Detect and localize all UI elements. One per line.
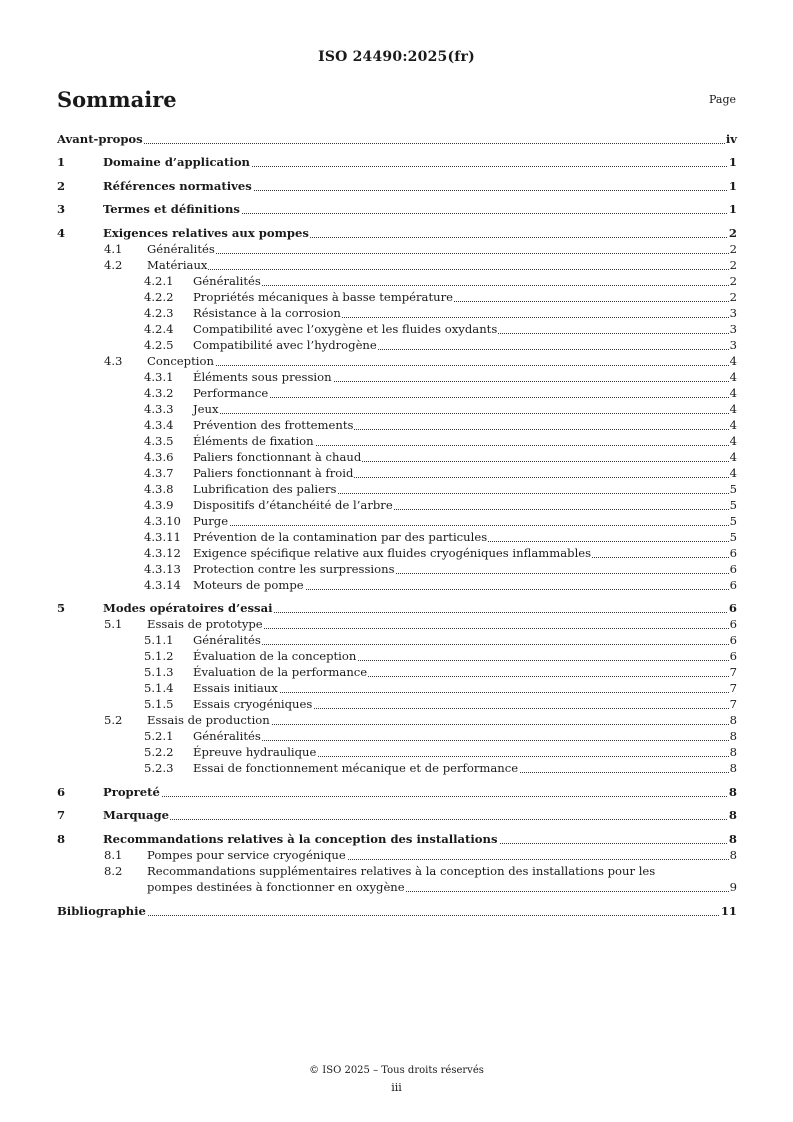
toc-entry[interactable]	[57, 305, 737, 321]
toc-entry[interactable]	[57, 831, 737, 847]
toc-dot-leader	[193, 740, 737, 741]
toc-entry[interactable]	[57, 497, 737, 513]
toc-entry-title: Exigence spécifique relative aux fluides cryogéniques inflammables	[193, 546, 592, 560]
toc-entry[interactable]	[57, 648, 737, 664]
toc-entry[interactable]	[57, 847, 737, 863]
toc-entry-page: 5	[729, 498, 737, 512]
toc-entry-page: 2	[729, 242, 737, 256]
toc-entry-number: 6	[57, 785, 66, 799]
page-title: Sommaire	[57, 87, 177, 112]
toc-entry-title: Essais cryogéniques	[193, 697, 313, 711]
toc-dot-leader	[147, 365, 737, 366]
toc-entry-title: Généralités	[147, 242, 215, 256]
toc-entry-page: 8	[729, 729, 737, 743]
toc-entry-title: Purge	[193, 514, 229, 528]
toc-entry[interactable]	[57, 863, 737, 879]
toc-entry-number: 4.2.5	[144, 338, 174, 352]
toc-entry[interactable]	[57, 289, 737, 305]
toc-entry-page: 1	[728, 179, 737, 193]
toc-entry-page: 8	[729, 848, 737, 862]
toc-entry-title: Compatibilité avec l’oxygène et les fluides oxydants	[193, 322, 498, 336]
toc-dot-leader	[103, 796, 737, 797]
toc-entry-page: 6	[729, 546, 737, 560]
toc-entry-page: 7	[729, 665, 737, 679]
toc-entry[interactable]	[57, 712, 737, 728]
toc-entry-number: 1	[57, 155, 66, 169]
toc-entry[interactable]	[57, 353, 737, 369]
toc-entry[interactable]	[57, 728, 737, 744]
document-code: ISO 24490:2025(fr)	[318, 49, 475, 65]
toc-dot-leader	[193, 525, 737, 526]
toc-entry-title: Recommandations relatives à la conception des installations	[103, 832, 498, 846]
toc-entry-number: 4.3.5	[144, 434, 174, 448]
toc-entry-number: 4.2.3	[144, 306, 174, 320]
toc-entry-page: 2	[729, 258, 737, 272]
toc-entry-number: 5.1.4	[144, 681, 174, 695]
toc-dot-leader	[57, 915, 737, 916]
toc-entry-page: 6	[729, 617, 737, 631]
toc-entry[interactable]	[57, 433, 737, 449]
toc-entry-number: 4	[57, 226, 66, 240]
toc-entry-title: Compatibilité avec l’hydrogène	[193, 338, 377, 352]
toc-entry-number: 4.3.9	[144, 498, 174, 512]
toc-entry-title: Essais de production	[147, 713, 270, 727]
toc-dot-leader	[147, 269, 737, 270]
toc-entry-page: 8	[729, 713, 737, 727]
toc-entry-title: Paliers fonctionnant à froid	[193, 466, 354, 480]
toc-entry-title: Généralités	[193, 274, 261, 288]
toc-entry[interactable]	[57, 154, 737, 170]
toc-entry-title: Moteurs de pompe	[193, 578, 304, 592]
toc-entry-title: Généralités	[193, 729, 261, 743]
toc-entry[interactable]	[57, 664, 737, 680]
toc-entry[interactable]	[57, 807, 737, 823]
toc-entry-number: 8.1	[104, 848, 123, 862]
toc-entry-title: Essais initiaux	[193, 681, 278, 695]
toc-entry-title: Dispositifs d’étanchéité de l’arbre	[193, 498, 393, 512]
toc-entry-title: Paliers fonctionnant à chaud	[193, 450, 362, 464]
toc-entry[interactable]	[57, 680, 737, 696]
toc-dot-leader	[193, 285, 737, 286]
toc-entry[interactable]	[57, 201, 737, 217]
toc-entry[interactable]	[57, 561, 737, 577]
toc-entry[interactable]	[57, 577, 737, 593]
toc-entry-title: Généralités	[193, 633, 261, 647]
toc-entry[interactable]	[57, 744, 737, 760]
toc-entry-page: 4	[729, 402, 737, 416]
toc-entry-number: 5.2	[104, 713, 123, 727]
toc-entry-page: 6	[729, 562, 737, 576]
toc-dot-leader	[147, 253, 737, 254]
toc-entry[interactable]	[57, 273, 737, 289]
toc-entry-page: 8	[729, 745, 737, 759]
toc-entry-title: Propreté	[103, 785, 160, 799]
toc-entry[interactable]	[57, 385, 737, 401]
toc-entry-title: Bibliographie	[57, 904, 146, 918]
toc-entry-page: 6	[728, 601, 737, 615]
toc-entry[interactable]	[57, 465, 737, 481]
toc-entry[interactable]	[57, 600, 737, 616]
footer-copyright: © ISO 2025 – Tous droits réservés	[309, 1065, 484, 1076]
toc-entry-title: Recommandations supplémentaires relatives à la conception des installations pour les	[147, 864, 656, 878]
toc-entry-title: Protection contre les surpressions	[193, 562, 395, 576]
toc-dot-leader	[57, 143, 737, 144]
toc-entry-number: 4.3.2	[144, 386, 174, 400]
toc-entry-number: 5.1.5	[144, 697, 174, 711]
toc-entry-title: Domaine d’application	[103, 155, 250, 169]
toc-entry-page: 3	[729, 306, 737, 320]
toc-entry-number: 4.3.8	[144, 482, 174, 496]
toc-entry-page: 4	[729, 450, 737, 464]
toc-entry-page: 4	[729, 418, 737, 432]
toc-entry[interactable]	[57, 401, 737, 417]
toc-entry-title: Éléments sous pression	[193, 370, 332, 384]
toc-entry-number: 5.2.3	[144, 761, 174, 775]
toc-entry[interactable]	[57, 337, 737, 353]
toc-entry[interactable]	[57, 784, 737, 800]
toc-entry-title: Évaluation de la performance	[193, 665, 368, 679]
toc-entry-page: 8	[728, 808, 737, 822]
toc-entry-number: 4.2.1	[144, 274, 174, 288]
toc-entry-number: 5	[57, 601, 66, 615]
toc-entry-page: 2	[729, 290, 737, 304]
toc-entry-title: Avant-propos	[57, 132, 143, 146]
toc-entry[interactable]	[57, 616, 737, 632]
toc-entry-page: 2	[728, 226, 737, 240]
toc-entry-title: Évaluation de la conception	[193, 649, 357, 663]
toc-dot-leader	[103, 819, 737, 820]
toc-entry-number: 7	[57, 808, 66, 822]
toc-entry-number: 4.3.1	[144, 370, 174, 384]
toc-entry-number: 4.1	[104, 242, 123, 256]
toc-entry-title: Matériaux	[147, 258, 208, 272]
toc-entry-number: 5.1.2	[144, 649, 174, 663]
toc-entry-number: 4.3.3	[144, 402, 174, 416]
toc-entry-number: 5.1.1	[144, 633, 174, 647]
toc-entry-number: 3	[57, 202, 66, 216]
footer-page-number: iii	[391, 1081, 402, 1094]
toc-dot-leader	[193, 413, 737, 414]
toc-entry[interactable]	[57, 529, 737, 545]
toc-entry-page: 11	[720, 904, 737, 918]
toc-entry-title: Termes et définitions	[103, 202, 240, 216]
toc-dot-leader	[193, 644, 737, 645]
toc-entry-title: Prévention de la contamination par des particules	[193, 530, 488, 544]
toc-entry-title: Conception	[147, 354, 214, 368]
toc-entry[interactable]	[57, 879, 737, 895]
toc-entry[interactable]	[57, 369, 737, 385]
toc-entry-title: Essais de prototype	[147, 617, 263, 631]
toc-entry-page: 7	[729, 681, 737, 695]
toc-entry-number: 4.3.6	[144, 450, 174, 464]
toc-entry-title: Lubrification des paliers	[193, 482, 337, 496]
toc-dot-leader	[193, 397, 737, 398]
toc-entry-number: 5.1.3	[144, 665, 174, 679]
toc-entry-title: Exigences relatives aux pompes	[103, 226, 309, 240]
toc-entry-number: 4.3.12	[144, 546, 181, 560]
toc-entry-title: Épreuve hydraulique	[193, 745, 317, 759]
toc-entry-title: Pompes pour service cryogénique	[147, 848, 346, 862]
toc-entry-page: 6	[729, 649, 737, 663]
toc-entry[interactable]	[57, 321, 737, 337]
toc-entry[interactable]	[57, 241, 737, 257]
toc-entry[interactable]	[57, 696, 737, 712]
toc-entry[interactable]	[57, 225, 737, 241]
toc-entry-page: 4	[729, 354, 737, 368]
toc-entry-page: 6	[729, 578, 737, 592]
toc-entry-page: iv	[725, 132, 737, 146]
toc-entry-title: Modes opératoires d’essai	[103, 601, 273, 615]
page-column-label: Page	[709, 93, 737, 106]
toc-entry-page: 5	[729, 482, 737, 496]
toc-entry-number: 4.3.14	[144, 578, 181, 592]
toc-entry-number: 5.2.1	[144, 729, 174, 743]
toc-entry-page: 8	[728, 832, 737, 846]
toc-entry-page: 7	[729, 697, 737, 711]
toc-entry-number: 4.3.7	[144, 466, 174, 480]
toc-entry-page: 3	[729, 338, 737, 352]
toc-entry-page: 4	[729, 386, 737, 400]
toc-entry[interactable]	[57, 449, 737, 465]
toc-entry-number: 8.2	[104, 864, 123, 878]
toc-entry[interactable]	[57, 513, 737, 529]
toc-entry-page: 8	[728, 785, 737, 799]
toc-entry-title: Prévention des frottements	[193, 418, 354, 432]
toc-entry-number: 4.3.4	[144, 418, 174, 432]
toc-entry[interactable]	[57, 257, 737, 273]
toc-entry-title: Éléments de fixation	[193, 434, 314, 448]
toc-entry-page: 6	[729, 633, 737, 647]
toc-entry-title: Propriétés mécaniques à basse température	[193, 290, 453, 304]
toc-entry-number: 4.3.13	[144, 562, 181, 576]
toc-entry-number: 4.3.10	[144, 514, 181, 528]
toc-entry-number: 4.2.2	[144, 290, 174, 304]
toc-entry-page: 4	[729, 466, 737, 480]
toc-entry-page: 5	[729, 514, 737, 528]
toc-entry-page: 4	[729, 434, 737, 448]
toc-entry-title: Marquage	[103, 808, 169, 822]
toc-entry-page: 8	[729, 761, 737, 775]
toc-entry-page: 1	[728, 155, 737, 169]
toc-entry-number: 4.2.4	[144, 322, 174, 336]
toc-entry-title: Performance	[193, 386, 269, 400]
toc-entry-page: 3	[729, 322, 737, 336]
toc-entry-title: Références normatives	[103, 179, 252, 193]
toc-entry-number: 4.3	[104, 354, 123, 368]
toc-entry-number: 4.2	[104, 258, 123, 272]
toc-entry-number: 5.2.2	[144, 745, 174, 759]
toc-entry[interactable]	[57, 131, 737, 147]
toc-entry-title: pompes destinées à fonctionner en oxygène	[147, 880, 405, 894]
toc-entry-page: 2	[729, 274, 737, 288]
toc-entry-page: 9	[729, 880, 737, 894]
toc-entry-number: 2	[57, 179, 66, 193]
toc-entry-title: Jeux	[193, 402, 219, 416]
toc-entry-title: Essai de fonctionnement mécanique et de performance	[193, 761, 519, 775]
toc-entry-number: 5.1	[104, 617, 123, 631]
toc-entry[interactable]	[57, 760, 737, 776]
toc-entry-page: 4	[729, 370, 737, 384]
toc-entry[interactable]	[57, 632, 737, 648]
toc-entry[interactable]	[57, 178, 737, 194]
toc-entry-number: 4.3.11	[144, 530, 181, 544]
toc-entry-page: 1	[728, 202, 737, 216]
toc-entry[interactable]	[57, 417, 737, 433]
toc-entry-title: Résistance à la corrosion	[193, 306, 341, 320]
toc-entry[interactable]	[57, 481, 737, 497]
toc-entry-page: 5	[729, 530, 737, 544]
toc-entry[interactable]	[57, 545, 737, 561]
toc-entry[interactable]	[57, 903, 737, 919]
toc-entry-number: 8	[57, 832, 66, 846]
